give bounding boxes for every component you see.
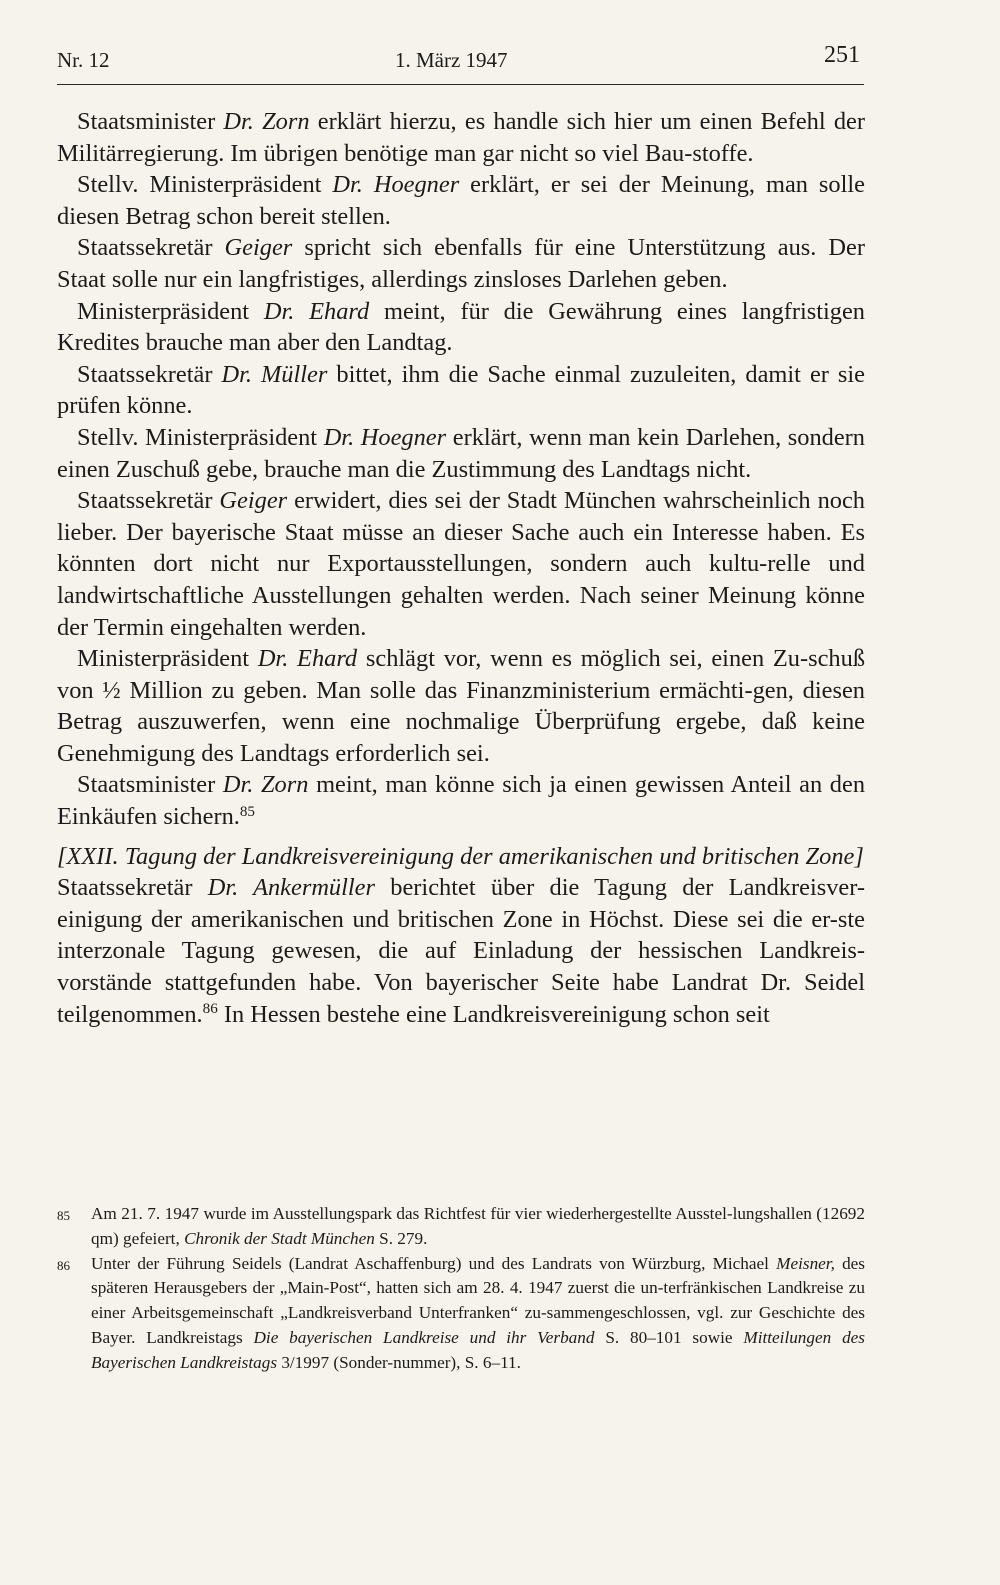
speaker-name: Dr. Zorn — [223, 108, 310, 135]
paragraph: Stellv. Ministerpräsident Dr. Hoegner erklärt, wenn man kein Darlehen, sondern einen Zuschuß gebe, brauche man die Zustimmung des Landtags nicht. — [57, 423, 865, 483]
running-header — [57, 44, 864, 85]
footnote-text: Am 21. 7. 1947 wurde im Ausstellungspark das Richtfest für vier wiederhergestellte Ausstel-lungshallen (12692 qm) gefeiert, Chronik der Stadt München S. 279. — [91, 1204, 865, 1248]
header-date: 1. März 1947 — [395, 48, 508, 72]
speaker-name: Dr. Ankermüller — [207, 874, 375, 902]
speaker-name: Dr. Hoegner — [323, 423, 447, 451]
paragraph: Staatssekretär Geiger spricht sich ebenfalls für eine Unterstützung aus. Der Staat solle nur ein langfristiges, allerdings zinsloses Darlehen geben. — [57, 234, 865, 293]
footnote-text: Unter der Führung Seidels (Landrat Aschaffenburg) und des Landrats von Würzburg, Michael Meisner, des späteren Herausgebers der „Main-Post“, hatten sich am 28. 4. 1947 zuerst die un-terfränkischen Landkreise zu einer Arbeitsgemeinschaft „Landkreisverband Unterfranken“ zu-sammengeschlossen, vgl. zur Geschichte des Bayer. Landkreistags Die bayerischen Landkreise und ihr Verband S. 80–101 sowie Mitteilungen des Bayerischen Landkreistags 3/1997 (Sonder-nummer), S. 6–11. — [91, 1253, 865, 1372]
paragraph: Staatsminister Dr. Zorn erklärt hierzu, es handle sich hier um einen Befehl der Militärregierung. Im übrigen benötige man gar nicht so viel Bau-stoffe. — [57, 108, 865, 167]
footnote-number: 85 — [57, 1208, 70, 1223]
speaker-name: Dr. Hoegner — [332, 171, 460, 199]
paragraph: Staatssekretär Geiger erwidert, dies sei der Stadt München wahrscheinlich noch lieber. Der bayerische Staat müsse an dieser Sache auch ein Interesse haben. Es könnten dort nicht nur Exportausstellungen, sondern auch kultu-relle und landwirtschaftliche Ausstellungen gehalten werden. Nach seiner Meinung könne der Termin eingehalten werden. — [57, 487, 865, 641]
paragraph: Ministerpräsident Dr. Ehard schlägt vor, wenn es möglich sei, einen Zu-schuß von ½ Million zu geben. Man solle das Finanzministerium ermächti-gen, diesen Betrag auszuwerfen, wenn eine nochmalige Überprüfung ergebe, daß keine Genehmigung des Landtags erforderlich sei. — [57, 645, 866, 767]
speaker-name: Dr. Zorn — [222, 771, 309, 799]
footnotes — [57, 1202, 865, 1376]
footnote — [57, 1252, 865, 1376]
issue-number: Nr. 12 — [57, 48, 110, 72]
paragraph: Stellv. Ministerpräsident Dr. Hoegner erklärt, er sei der Meinung, man solle diesen Betrag schon bereit stellen. — [57, 171, 865, 230]
speaker-name: Dr. Ehard — [263, 297, 370, 325]
speaker-name: Geiger — [224, 234, 293, 262]
speaker-name: Geiger — [219, 487, 288, 515]
page-number: 251 — [824, 42, 860, 68]
paragraph: Staatssekretär Dr. Müller bittet, ihm die Sache einmal zuzuleiten, damit er sie prüfen könne. — [57, 360, 866, 420]
section-heading: [XXII. Tagung der Landkreisvereinigung der amerikanischen und britischen Zone] — [57, 842, 864, 870]
speaker-name: Dr. Müller — [221, 360, 328, 388]
paragraph: Staatsminister Dr. Zorn meint, man könne sich ja einen gewissen Anteil an den Einkäufen sichern.$^{85}$ — [57, 771, 866, 831]
body-text — [57, 106, 865, 1030]
footnote-ref: 85 — [239, 803, 255, 820]
paragraph: Ministerpräsident Dr. Ehard meint, für die Gewährung eines langfristigen Kredites brauche man aber den Landtag. — [57, 297, 866, 357]
paragraph: Staatssekretär Dr. Ankermüller berichtet über die Tagung der Landkreisver-einigung der amerikanischen und britischen Zone in Höchst. Diese sei die er-ste interzonale Tagung gewesen, die auf Einladung der hessischen Landkreis-vorstände stattgefunden habe. Von bayerischer Seite habe Landrat Dr. Seidel teilgenommen.$^{86}$ In Hessen bestehe eine Landkreisvereinigung schon seit — [57, 874, 865, 1028]
footnote — [57, 1202, 865, 1252]
footnote-number: 86 — [57, 1257, 70, 1273]
speaker-name: Dr. Ehard — [257, 645, 358, 673]
footnote-ref: 86 — [202, 1001, 218, 1018]
